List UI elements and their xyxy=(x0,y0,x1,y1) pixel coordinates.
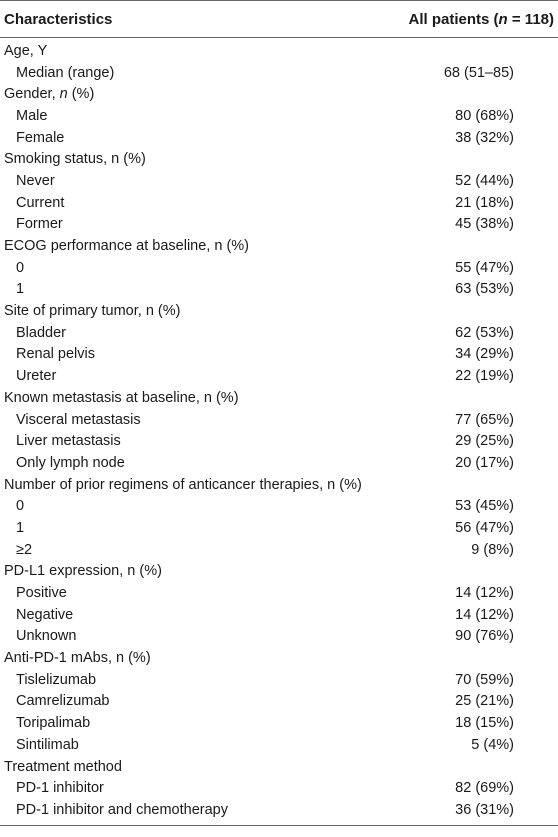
section-row xyxy=(0,387,558,409)
row-label: ECOG performance at baseline, n (%) xyxy=(4,238,249,255)
row-label: Female xyxy=(16,129,65,146)
row-value: 9 (8%) xyxy=(471,541,514,558)
row-label: Anti-PD-1 mAbs, n (%) xyxy=(4,650,151,667)
section-row xyxy=(0,40,558,62)
row-value: 53 (45%) xyxy=(455,498,514,515)
row-value: 38 (32%) xyxy=(455,129,514,146)
row-value: 68 (51–85) xyxy=(443,64,514,81)
table-row xyxy=(0,777,558,799)
row-value: 14 (12%) xyxy=(455,585,514,602)
header-characteristics: Characteristics xyxy=(4,10,113,28)
row-label: Visceral metastasis xyxy=(16,411,141,428)
header-all-patients-prefix: All patients ( xyxy=(408,10,499,28)
row-label: Ureter xyxy=(16,368,57,385)
section-row xyxy=(0,148,558,170)
row-label: 1 xyxy=(16,519,25,536)
row-label: Unknown xyxy=(16,628,77,645)
table-header xyxy=(0,1,558,37)
row-label: Camrelizumab xyxy=(16,693,110,710)
row-label: Sintilimab xyxy=(16,736,79,753)
row-label: Number of prior regimens of anticancer therapies, n (%) xyxy=(4,476,362,493)
row-value: 62 (53%) xyxy=(455,324,514,341)
row-value: 34 (29%) xyxy=(455,346,514,363)
row-value: 80 (68%) xyxy=(455,107,514,124)
row-label: Smoking status, n (%) xyxy=(4,151,146,168)
row-label: Known metastasis at baseline, n (%) xyxy=(4,389,239,406)
row-label: Site of primary tumor, n (%) xyxy=(4,303,181,320)
row-label: Bladder xyxy=(16,324,66,341)
row-label: 1 xyxy=(16,281,25,298)
table-row xyxy=(0,539,558,561)
row-label: Toripalimab xyxy=(16,715,91,732)
row-label: Current xyxy=(16,194,65,211)
row-value: 56 (47%) xyxy=(455,519,514,536)
row-label: Median (range) xyxy=(16,64,115,81)
row-value: 22 (19%) xyxy=(455,368,514,385)
row-value: 90 (76%) xyxy=(455,628,514,645)
section-row xyxy=(0,300,558,322)
row-value: 82 (69%) xyxy=(455,780,514,797)
row-label-prefix: Gender, xyxy=(4,86,60,103)
table-row xyxy=(0,799,558,821)
row-value: 20 (17%) xyxy=(455,454,514,471)
section-row xyxy=(0,235,558,257)
table-row xyxy=(0,691,558,713)
table-row xyxy=(0,604,558,626)
row-label: Age, Y xyxy=(4,42,48,59)
table-row xyxy=(0,127,558,149)
header-all-patients xyxy=(409,11,554,28)
row-label: ≥2 xyxy=(16,541,33,558)
row-label: Male xyxy=(16,107,48,124)
row-value: 45 (38%) xyxy=(455,216,514,233)
row-value: 55 (47%) xyxy=(455,259,514,276)
row-label: 0 xyxy=(16,498,25,515)
section-row xyxy=(0,561,558,583)
row-label: Never xyxy=(16,172,55,189)
row-label: Positive xyxy=(16,585,67,602)
table-row xyxy=(0,626,558,648)
section-row xyxy=(0,474,558,496)
table-row xyxy=(0,279,558,301)
row-label: Negative xyxy=(16,606,74,623)
table-row xyxy=(0,192,558,214)
row-value: 36 (31%) xyxy=(455,801,514,818)
row-value: 18 (15%) xyxy=(455,715,514,732)
header-all-patients-suffix: = 118) xyxy=(507,10,554,28)
table-row xyxy=(0,170,558,192)
table-row xyxy=(0,62,558,84)
row-value: 29 (25%) xyxy=(455,433,514,450)
row-label: Renal pelvis xyxy=(16,346,95,363)
row-value: 14 (12%) xyxy=(455,606,514,623)
table-row xyxy=(0,452,558,474)
table-row xyxy=(0,105,558,127)
row-label: Former xyxy=(16,216,63,233)
table-row xyxy=(0,582,558,604)
row-value: 70 (59%) xyxy=(455,671,514,688)
row-label: PD-1 inhibitor xyxy=(16,780,104,797)
row-value: 52 (44%) xyxy=(455,172,514,189)
row-label xyxy=(0,86,94,102)
row-value: 77 (65%) xyxy=(455,411,514,428)
table-row xyxy=(0,344,558,366)
row-label: 0 xyxy=(16,259,25,276)
table-row xyxy=(0,517,558,539)
row-label: Liver metastasis xyxy=(16,433,121,450)
row-label-italic: n xyxy=(59,86,68,103)
row-value: 21 (18%) xyxy=(455,194,514,211)
row-label: Tislelizumab xyxy=(16,671,97,688)
table-row xyxy=(0,322,558,344)
table-body xyxy=(0,38,558,825)
table-row xyxy=(0,409,558,431)
row-label-suffix: (%) xyxy=(67,86,95,103)
table-row xyxy=(0,495,558,517)
header-n-italic: n xyxy=(498,10,508,28)
section-row xyxy=(0,647,558,669)
row-value: 63 (53%) xyxy=(455,281,514,298)
table-row xyxy=(0,365,558,387)
table-row xyxy=(0,734,558,756)
table-row xyxy=(0,669,558,691)
table-row xyxy=(0,712,558,734)
section-row xyxy=(0,756,558,778)
row-label: Only lymph node xyxy=(16,454,125,471)
table-row xyxy=(0,430,558,452)
row-label: PD-1 inhibitor and chemotherapy xyxy=(16,801,228,818)
table-row xyxy=(0,214,558,236)
row-label: Treatment method xyxy=(4,758,122,775)
row-value: 25 (21%) xyxy=(455,693,514,710)
section-row xyxy=(0,83,558,105)
table-row xyxy=(0,257,558,279)
bottom-rule xyxy=(0,825,558,826)
row-label: PD-L1 expression, n (%) xyxy=(4,563,162,580)
row-value: 5 (4%) xyxy=(471,736,514,753)
